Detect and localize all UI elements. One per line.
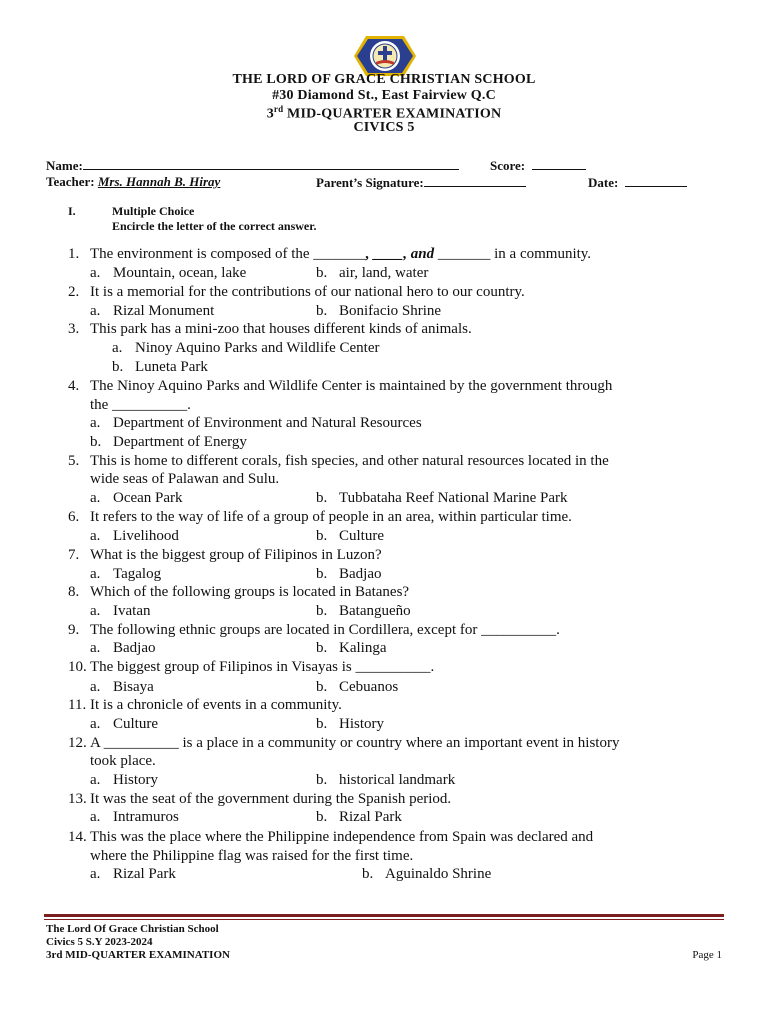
option-6b[interactable]: b. Culture bbox=[316, 528, 384, 544]
footer-school: The Lord Of Grace Christian School bbox=[46, 923, 219, 935]
school-address: #30 Diamond St., East Fairview Q.C bbox=[272, 88, 496, 103]
name-field[interactable]: Name: bbox=[46, 157, 459, 174]
section-numeral: I. bbox=[68, 204, 76, 218]
option-12a[interactable]: a. History bbox=[90, 772, 158, 788]
date-field[interactable]: Date: bbox=[588, 174, 687, 191]
option-11b[interactable]: b. History bbox=[316, 716, 384, 732]
teacher-name: Mrs. Hannah B. Hiray bbox=[97, 174, 221, 189]
option-3a[interactable]: a. Ninoy Aquino Parks and Wildlife Center bbox=[112, 340, 380, 356]
footer-exam: 3rd MID-QUARTER EXAMINATION bbox=[46, 949, 230, 961]
question-4: 4. The Ninoy Aquino Parks and Wildlife Center is maintained by the government through bbox=[68, 378, 613, 394]
option-12b[interactable]: b. historical landmark bbox=[316, 772, 456, 788]
option-1b[interactable]: b. air, land, water bbox=[316, 265, 429, 281]
question-14-continued: where the Philippine flag was raised for the first time. bbox=[90, 848, 414, 864]
section-title: Multiple Choice bbox=[112, 204, 195, 218]
question-2: 2. It is a memorial for the contributions of our national hero to our country. bbox=[68, 284, 525, 300]
option-2b[interactable]: b. Bonifacio Shrine bbox=[316, 303, 442, 319]
question-6: 6. It refers to the way of life of a group of people in an area, within particular time. bbox=[68, 509, 572, 525]
question-9: 9. The following ethnic groups are located in Cordillera, except for __________. bbox=[68, 622, 560, 638]
footer-rule-thick bbox=[44, 914, 724, 917]
question-8: 8. Which of the following groups is located in Batanes? bbox=[68, 584, 410, 600]
option-14a[interactable]: a. Rizal Park bbox=[90, 866, 176, 882]
option-5a[interactable]: a. Ocean Park bbox=[90, 490, 183, 506]
option-13b[interactable]: b. Rizal Park bbox=[316, 809, 402, 825]
question-7: 7. What is the biggest group of Filipinos in Luzon? bbox=[68, 547, 382, 563]
option-14b[interactable]: b. Aguinaldo Shrine bbox=[362, 866, 492, 882]
option-7b[interactable]: b. Badjao bbox=[316, 566, 382, 582]
question-5-continued: wide seas of Palawan and Sulu. bbox=[90, 471, 280, 487]
question-10: 10. The biggest group of Filipinos in Visayas is __________. bbox=[68, 659, 435, 675]
option-1a[interactable]: a. Mountain, ocean, lake bbox=[90, 265, 247, 281]
exam-title: 3rd MID-QUARTER EXAMINATION bbox=[266, 104, 502, 122]
option-9b[interactable]: b. Kalinga bbox=[316, 640, 387, 656]
school-name: THE LORD OF GRACE CHRISTIAN SCHOOL bbox=[232, 72, 536, 87]
footer-rule-thin bbox=[44, 919, 724, 920]
question-5: 5. This is home to different corals, fish species, and other natural resources located in the bbox=[68, 453, 609, 469]
question-3: 3. This park has a mini-zoo that houses different kinds of animals. bbox=[68, 321, 472, 337]
option-4a[interactable]: a. Department of Environment and Natural Resources bbox=[90, 415, 422, 431]
option-13a[interactable]: a. Intramuros bbox=[90, 809, 179, 825]
teacher-line: Teacher: Mrs. Hannah B. Hiray bbox=[46, 174, 221, 189]
option-11a[interactable]: a. Culture bbox=[90, 716, 158, 732]
question-14: 14. This was the place where the Philippine independence from Spain was declared and bbox=[68, 829, 594, 845]
score-field[interactable]: Score: bbox=[490, 157, 586, 174]
question-11: 11. It is a chronicle of events in a community. bbox=[68, 697, 342, 713]
option-3b[interactable]: b. Luneta Park bbox=[112, 359, 208, 375]
option-7a[interactable]: a. Tagalog bbox=[90, 566, 162, 582]
question-13: 13. It was the seat of the government during the Spanish period. bbox=[68, 791, 452, 807]
option-8a[interactable]: a. Ivatan bbox=[90, 603, 151, 619]
page-number: Page 1 bbox=[692, 949, 722, 961]
option-8b[interactable]: b. Batangueño bbox=[316, 603, 411, 619]
option-9a[interactable]: a. Badjao bbox=[90, 640, 156, 656]
subject-title: CIVICS 5 bbox=[353, 120, 415, 135]
option-6a[interactable]: a. Livelihood bbox=[90, 528, 179, 544]
option-10b[interactable]: b. Cebuanos bbox=[316, 679, 399, 695]
footer-subject: Civics 5 S.Y 2023-2024 bbox=[46, 936, 153, 948]
section-instruction: Encircle the letter of the correct answer. bbox=[112, 219, 317, 233]
parent-signature-field[interactable]: Parent’s Signature: bbox=[316, 174, 526, 191]
option-10a[interactable]: a. Bisaya bbox=[90, 679, 154, 695]
question-12-continued: took place. bbox=[90, 753, 156, 769]
option-2a[interactable]: a. Rizal Monument bbox=[90, 303, 215, 319]
option-4b[interactable]: b. Department of Energy bbox=[90, 434, 247, 450]
question-4-continued: the __________. bbox=[90, 397, 191, 413]
option-5b[interactable]: b. Tubbataha Reef National Marine Park bbox=[316, 490, 568, 506]
question-1: 1. The environment is composed of the _______, ____, and _______ in a community. bbox=[68, 246, 592, 262]
question-12: 12. A __________ is a place in a community or country where an important event in history bbox=[68, 735, 620, 751]
